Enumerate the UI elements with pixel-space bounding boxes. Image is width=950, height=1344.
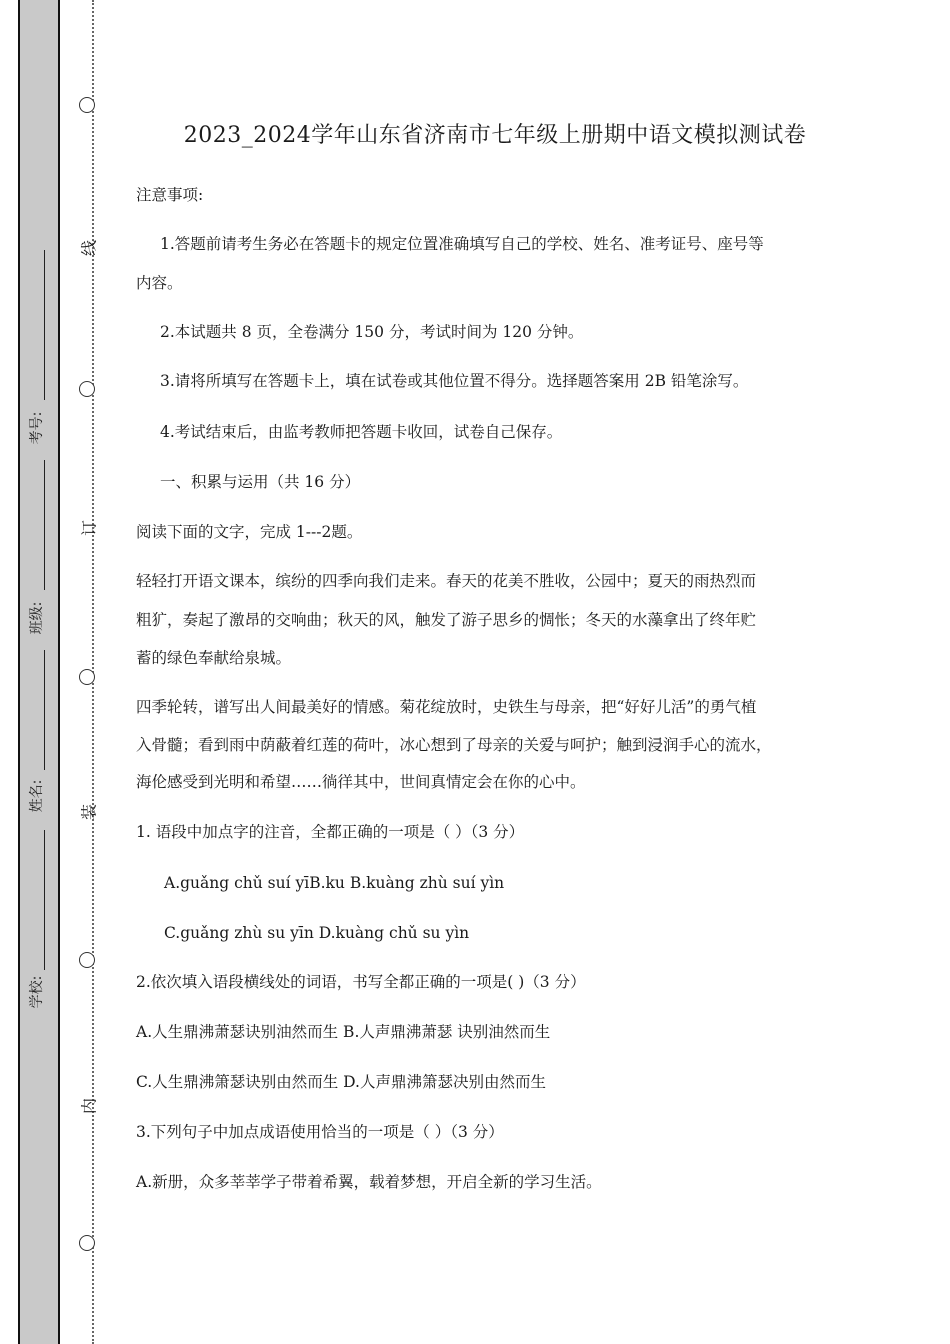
binding-hole	[79, 669, 95, 685]
name-label: 姓名:	[29, 779, 45, 813]
notice-item-1: 1.答题前请考生务必在答题卡的规定位置准确填写自己的学校、姓名、准考证号、座号等	[160, 235, 764, 253]
question-3: 3.下列句子中加点成语使用恰当的一项是（ ）（3 分）	[136, 1123, 504, 1141]
class-blank	[44, 460, 45, 590]
page-title: 2023_2024学年山东省济南市七年级上册期中语文模拟测试卷	[183, 123, 807, 148]
binding-hole	[79, 952, 95, 968]
notice-item-1-cont: 内容。	[136, 274, 183, 292]
notice-heading: 注意事项:	[136, 186, 204, 204]
exam-number-label: 考号:	[29, 411, 45, 445]
section-heading: 一、积累与运用（共 16 分）	[160, 473, 361, 491]
question-2-options-cd: C.人生鼎沸箫瑟诀别由然而生 D.人声鼎沸箫瑟决别由然而生	[136, 1073, 546, 1091]
passage-line: 粗犷，奏起了激昂的交响曲；秋天的风，触发了游子思乡的惆怅；冬天的水藻拿出了终年贮	[136, 611, 757, 629]
exam-number-blank	[44, 250, 45, 400]
school-blank	[44, 830, 45, 970]
passage-line: 蓄的绿色奉献给泉城。	[136, 649, 292, 667]
bind-char-zhuang: 装	[79, 803, 99, 821]
question-1: 1. 语段中加点字的注音，全都正确的一项是（ ）（3 分）	[136, 823, 525, 841]
passage-line: 四季轮转，谱写出人间最美好的情感。菊花绽放时，史铁生与母亲，把“好好儿活”的勇气植	[136, 698, 757, 716]
question-1-options-ab: A.guǎng chǔ suí yīB.ku B.kuàng zhù suí yìn	[164, 874, 505, 892]
bind-char-xian: 线	[79, 239, 99, 257]
binding-hole	[79, 1235, 95, 1251]
notice-item-2: 2.本试题共 8 页，全卷满分 150 分，考试时间为 120 分钟。	[160, 323, 584, 341]
passage-line: 轻轻打开语文课本，缤纷的四季向我们走来。春天的花美不胜收，公园中；夏天的雨热烈而	[136, 572, 757, 590]
notice-item-3: 3.请将所填写在答题卡上，填在试卷或其他位置不得分。选择题答案用 2B 铅笔涂写。	[160, 372, 749, 390]
binding-hole	[79, 97, 95, 113]
question-2-options-ab: A.人生鼎沸萧瑟诀别油然而生 B.人声鼎沸萧瑟 诀别油然而生	[136, 1023, 551, 1041]
name-blank	[44, 650, 45, 770]
binding-hole	[79, 381, 95, 397]
question-3-option-a: A.新册，众多莘莘学子带着希翼，载着梦想，开启全新的学习生活。	[136, 1173, 602, 1191]
class-label: 班级:	[29, 601, 45, 635]
section-instruction: 阅读下面的文字，完成 1---2题。	[136, 523, 363, 541]
passage-line: 入骨髓；看到雨中荫蔽着红莲的荷叶，冰心想到了母亲的关爱与呵护；触到浸润手心的流水，	[136, 736, 772, 754]
question-2: 2.依次填入语段横线处的词语，书写全都正确的一项是( )（3 分）	[136, 973, 586, 991]
binding-strip	[18, 0, 60, 1344]
school-label: 学校:	[29, 975, 45, 1009]
notice-item-4: 4.考试结束后，由监考教师把答题卡收回，试卷自己保存。	[160, 423, 563, 441]
bind-char-ding: 订	[79, 519, 99, 537]
passage-line: 海伦感受到光明和希望……徜徉其中，世间真情定会在你的心中。	[136, 773, 586, 791]
bind-char-nei: 内	[79, 1097, 99, 1115]
question-1-options-cd: C.guǎng zhù su yīn D.kuàng chǔ su yìn	[164, 924, 470, 942]
